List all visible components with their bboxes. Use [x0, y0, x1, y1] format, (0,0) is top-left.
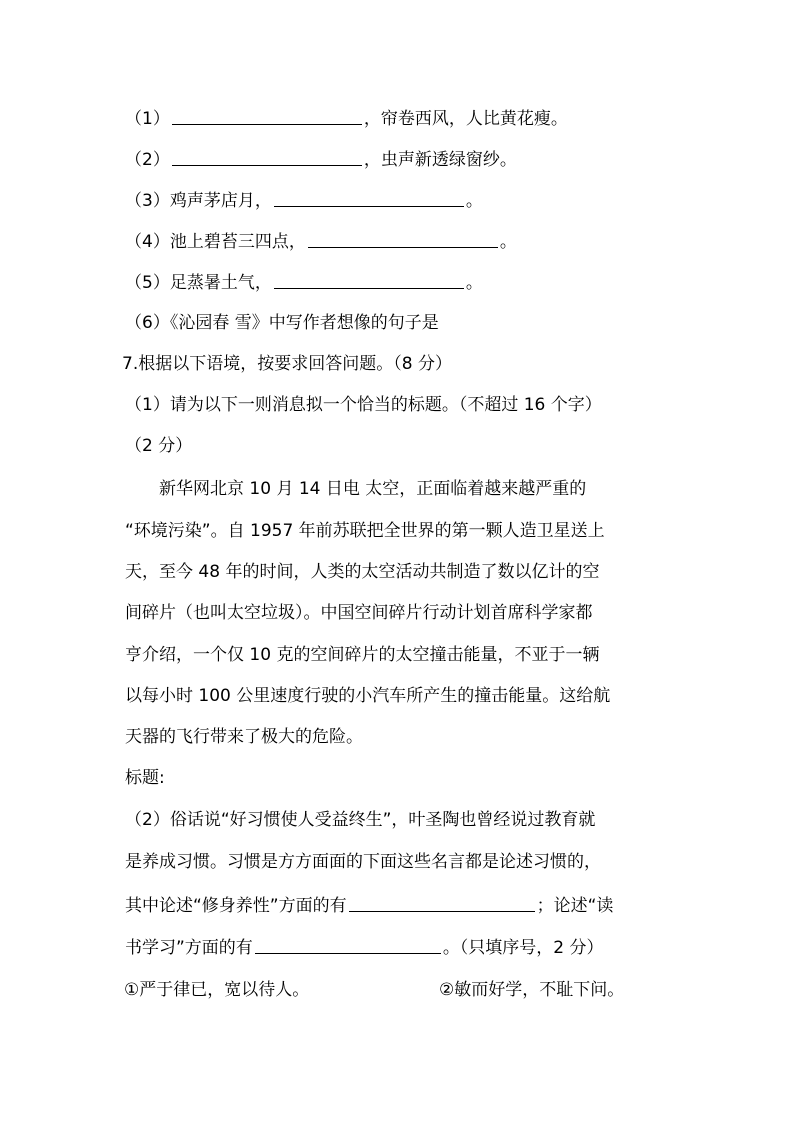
item-number: （6） [125, 313, 170, 333]
news-line-1: 新华网北京 10 月 14 日电 太空，正面临着越来越严重的 [159, 479, 587, 499]
answer-blank[interactable] [172, 106, 362, 125]
item-text: 足蒸暑土气， [169, 273, 272, 293]
news-line-4: 间碎片（也叫太空垃圾）。中国空间碎片行动计划首席科学家都 [125, 603, 593, 623]
line-text: ；论述“读 [536, 896, 614, 916]
item-text: 池上碧苔三四点， [169, 232, 306, 252]
item-number: （1） [125, 109, 170, 129]
item-number: （5） [125, 273, 170, 293]
poem-item-6 [125, 311, 439, 335]
poem-item-4 [125, 229, 517, 254]
q7-part2-line-2: 是养成习惯。习惯是方方面面的下面这些名言都是论述习惯的， [125, 852, 601, 872]
line-text: 其中论述“修身养性”方面的有 [125, 896, 347, 916]
question-7-title: 7.根据以下语境，按要求回答问题。（8 分） [122, 354, 452, 374]
answer-blank[interactable] [274, 188, 464, 207]
item-text: 《沁园春 雪》中写作者想像的句子是 [169, 313, 439, 333]
q7-part2-line-3 [125, 893, 613, 918]
q7-part2-line-1: （2）俗话说“好习惯使人受益终生”，叶圣陶也曾经说过教育就 [125, 810, 596, 830]
poem-item-2 [125, 147, 517, 172]
answer-blank[interactable] [172, 147, 362, 166]
q7-part1-score: （2 分） [125, 436, 193, 456]
q7-part2-line-4 [125, 935, 604, 960]
q7-part1-prompt: （1）请为以下一则消息拟一个恰当的标题。（不超过 16 个字） [125, 395, 602, 415]
quote-1: ①严于律已，宽以待人。 [124, 980, 310, 1000]
news-line-2: “环境污染”。自 1957 年前苏联把全世界的第一颗人造卫星送上 [125, 521, 605, 541]
answer-blank[interactable] [274, 270, 464, 289]
item-text: ，帘卷西风，人比黄花瘦。 [363, 109, 568, 129]
answer-blank[interactable] [308, 229, 498, 248]
line-text: 书学习”方面的有 [125, 938, 253, 958]
item-text: 。 [499, 232, 517, 252]
news-line-6: 以每小时 100 公里速度行驶的小汽车所产生的撞击能量。这给航 [125, 686, 611, 706]
item-text: ，虫声新透绿窗纱。 [363, 150, 517, 170]
news-line-3: 天，至今 48 年的时间，人类的太空活动共制造了数以亿计的空 [125, 562, 600, 582]
quote-2: ②敏而好学，不耻下问。 [439, 980, 625, 1000]
item-text: 。 [465, 191, 483, 211]
poem-item-1 [125, 106, 568, 131]
news-line-5: 亨介绍，一个仅 10 克的空间碎片的太空撞击能量，不亚于一辆 [125, 645, 600, 665]
item-number: （3） [125, 191, 170, 211]
item-number: （4） [125, 232, 170, 252]
answer-blank[interactable] [349, 893, 535, 912]
answer-blank[interactable] [255, 935, 441, 954]
line-text: 。（只填序号，2 分） [442, 938, 604, 958]
poem-item-5 [125, 270, 483, 295]
poem-item-3 [125, 188, 483, 213]
news-line-7: 天器的飞行带来了极大的危险。 [125, 727, 363, 747]
item-text: 。 [465, 273, 483, 293]
item-number: （2） [125, 150, 170, 170]
title-label: 标题: [125, 768, 165, 788]
item-text: 鸡声茅店月， [169, 191, 272, 211]
